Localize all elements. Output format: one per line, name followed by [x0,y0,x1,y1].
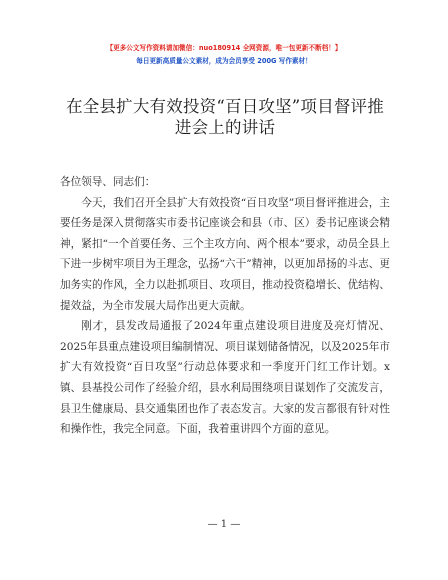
paragraph-1: 今天，我们召开全县扩大有效投资“百日攻坚”项目督评推进会，主要任务是深入贯彻落实市委书记座谈会和县（市、区）委书记座谈会精神，紧扣“一个首要任务、三个主攻方向、两个根本”要求，动员全县上下进一步树牢项目为王理念，弘扬“六干”精神，以更加昂扬的斗志、更加务实的作风，全力以赴抓项目、攻项目，推动投资稳增长、优结构、提效益，为全市发展大局作出更大贡献。 [60,196,390,312]
document-title: 在全县扩大有效投资“百日攻坚”项目督评推进会上的讲话 [66,97,384,137]
salutation: 各位领导、同志们： [60,176,156,188]
page-number: — 1 — [207,519,241,530]
paragraph-2: 刚才，县发改局通报了2024年重点建设项目进度及亮灯情况、2025年县重点建设项目编制情况、项目谋划储备情况，以及2025年市扩大有效投资“百日攻坚”行动总体要求和一季度开门红工作计划。x镇、县基投公司作了经验介绍，县水利局围绕项目谋划作了交流发言，县卫生健康局、县交通集团也作了表态发言。大家的发言都很有针对性和操作性，我完全同意。下面，我着重讲四个方面的意见。 [60,320,390,436]
promo-banner-line-1: 【更多公文写作资料请加微信：nuo180914 全网资源，唯一包更新不断档！】 [106,44,342,52]
document-body [60,172,390,440]
promo-banner-line-2: 每日更新高质量公文素材，成为会员享受 200G 写作素材！ [136,57,312,65]
promo-banner [0,44,448,66]
